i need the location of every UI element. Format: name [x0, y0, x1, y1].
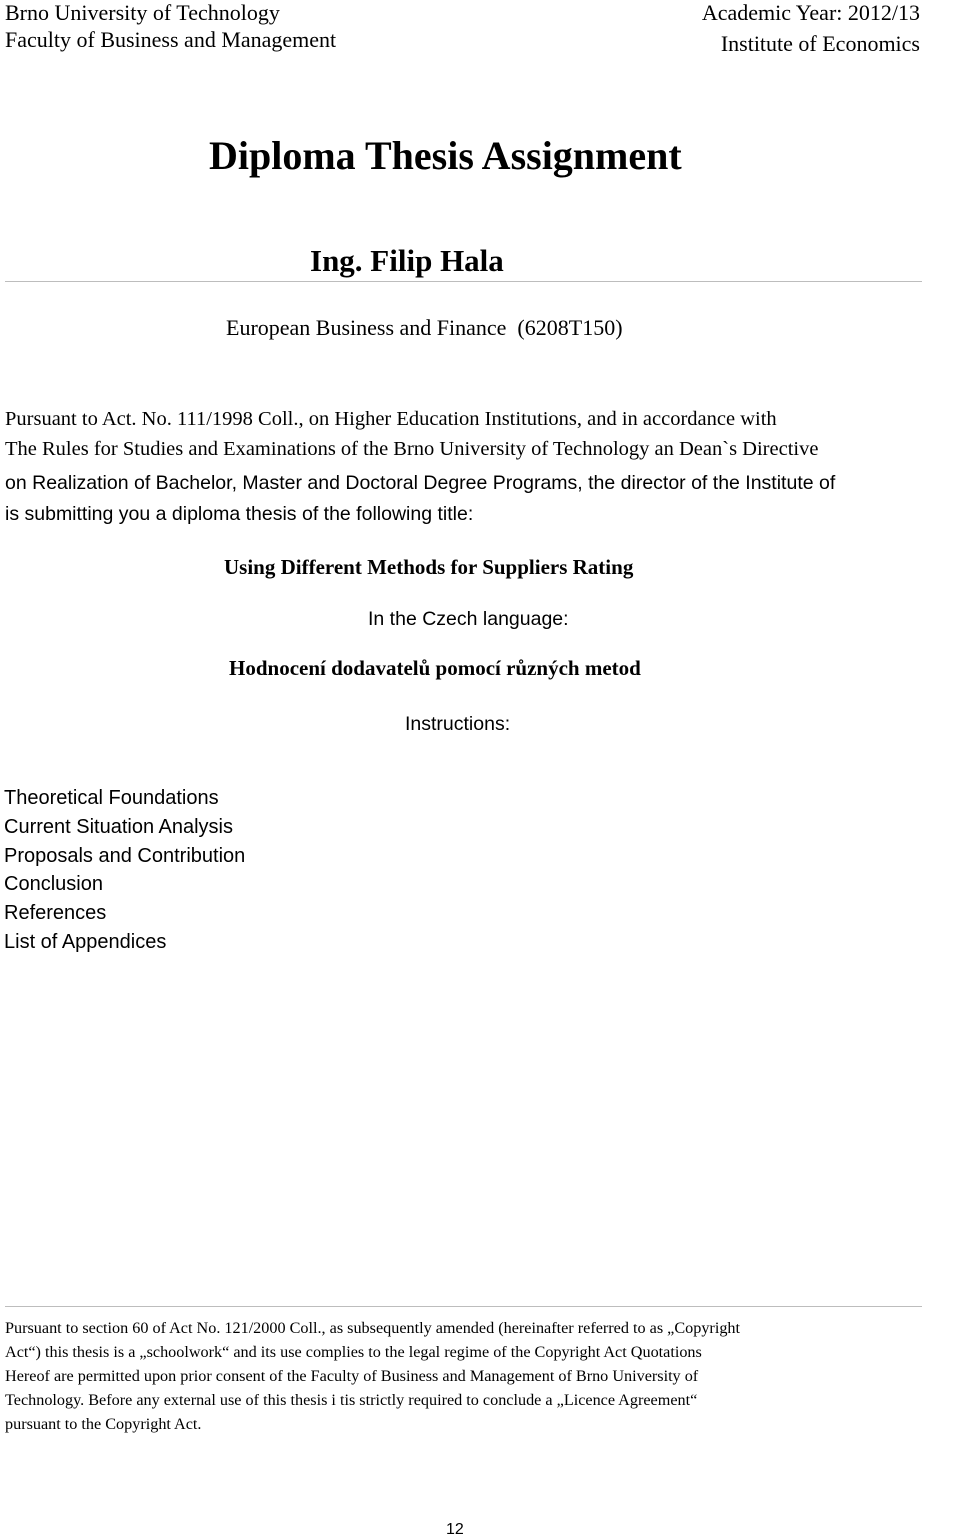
faculty-name: Faculty of Business and Management	[5, 27, 337, 52]
instructions-label: Instructions:	[405, 713, 511, 735]
university-name: Brno University of Technology	[5, 0, 280, 25]
study-programme: European Business and Finance (6208T150)	[226, 315, 623, 340]
page-number: 12	[446, 1521, 464, 1538]
student-name: Ing. Filip Hala	[310, 243, 504, 278]
copyright-line: Hereof are permitted upon prior consent of the Faculty of Business and Management of Brno University of	[5, 1367, 699, 1385]
body-line-3: on Realization of Bachelor, Master and Doctoral Degree Programs, the director of the Institute of	[5, 472, 836, 494]
footer-divider	[5, 1306, 922, 1307]
body-line-2: The Rules for Studies and Examinations of the Brno University of Technology an Dean`s Directive	[5, 438, 819, 460]
czech-thesis-title: Hodnocení dodavatelů pomocí různých metod	[229, 656, 641, 680]
list-item: Theoretical Foundations	[4, 787, 219, 809]
copyright-notice	[5, 1316, 920, 1436]
copyright-line: Technology. Before any external use of this thesis i tis strictly required to conclude a „Licence Agreement“	[5, 1391, 698, 1409]
copyright-line: Act“) this thesis is a „schoolwork“ and its use complies to the legal regime of the Copyright Act Quotations	[5, 1343, 702, 1361]
document-title: Diploma Thesis Assignment	[209, 133, 682, 178]
institute-name: Institute of Economics	[720, 31, 920, 56]
list-item: Proposals and Contribution	[4, 844, 246, 867]
thesis-title: Using Different Methods for Suppliers Rating	[224, 555, 634, 579]
academic-year: Academic Year: 2012/13	[701, 0, 920, 25]
copyright-line: Pursuant to section 60 of Act No. 121/2000 Coll., as subsequently amended (hereinafter referred to as „Copyright	[5, 1319, 741, 1337]
list-item: Current Situation Analysis	[4, 815, 234, 838]
body-line-1: Pursuant to Act. No. 111/1998 Coll., on Higher Education Institutions, and in accordance with	[5, 408, 777, 430]
list-item: List of Appendices	[4, 930, 167, 953]
copyright-line: pursuant to the Copyright Act.	[5, 1415, 202, 1433]
list-item: References	[4, 902, 107, 925]
name-divider	[5, 281, 922, 282]
body-line-4: is submitting you a diploma thesis of the following title:	[5, 503, 474, 525]
list-item: Conclusion	[4, 873, 103, 896]
instructions-list	[4, 784, 245, 957]
czech-language-label: In the Czech language:	[368, 608, 569, 630]
